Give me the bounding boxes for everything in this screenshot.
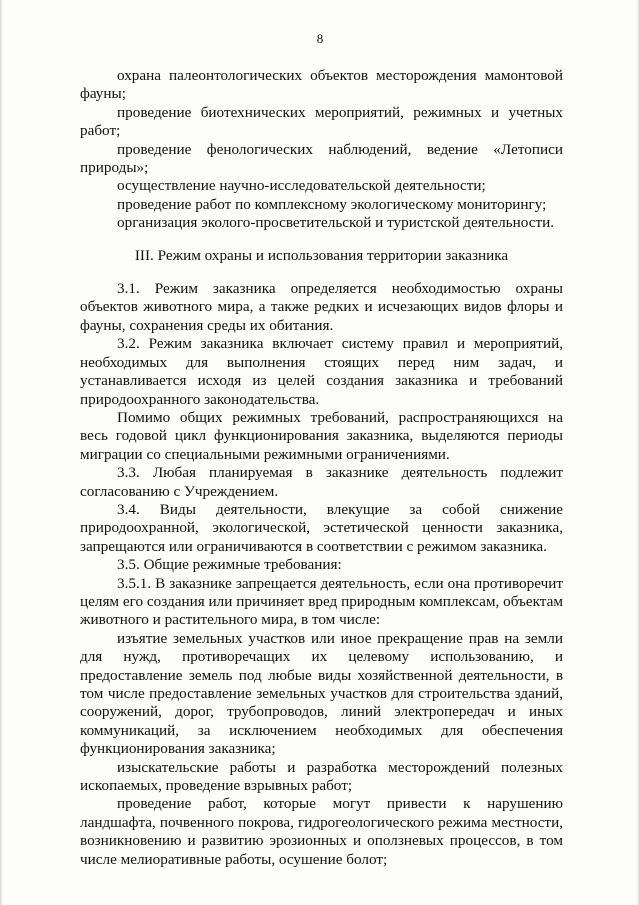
paragraph: изъятие земельных участков или иное прекращение прав на земли для нужд, противоречащих их целевому использованию, и предоставление земель под любые виды хозяйственной деятельности, в том числе предоставление земельных участков для строительства зданий, сооружений, дорог, трубопроводов, линий электропередач и иных коммуникаций, за исключением необходимых для обеспечения функционирования заказника;	[80, 629, 563, 758]
document-body	[80, 67, 563, 869]
paragraph: проведение биотехнических мероприятий, режимных и учетных работ;	[80, 103, 563, 140]
paragraph: 3.5.1. В заказнике запрещается деятельность, если она противоречит целям его создания или причиняет вред природным комплексам, объектам животного и растительного мира, в том числе:	[80, 574, 563, 629]
paragraph: 3.5. Общие режимные требования:	[117, 556, 342, 574]
paragraph: 3.3. Любая планируемая в заказнике деятельность подлежит согласованию с Учреждением.	[80, 464, 563, 500]
paragraph: проведение фенологических наблюдений, ведение «Летописи природы»;	[80, 140, 563, 177]
paragraph: Помимо общих режимных требований, распространяющихся на весь годовой цикл функционирования заказника, выделяются периоды миграции со специальными режимными ограничениями.	[80, 408, 563, 463]
paragraph: охрана палеонтологических объектов месторождения мамонтовой фауны;	[80, 67, 563, 103]
page-number: 8	[316, 31, 324, 46]
scan-edge-left	[0, 0, 3, 905]
paragraph: изыскательские работы и разработка месторождений полезных ископаемых, проведение взрывных работ;	[80, 758, 563, 795]
paragraph: проведение работ по комплексному экологическому мониторингу;	[117, 195, 547, 213]
paragraph: организация эколого-просветительской и туристской деятельности.	[117, 214, 555, 232]
paragraph: осуществление научно-исследовательской деятельности;	[117, 177, 486, 195]
paragraph: 3.4. Виды деятельности, влекущие за собой снижение природоохранной, экологической, эстетической ценности заказника, запрещаются или ограничиваются в соответствии с режимом заказника.	[80, 500, 563, 555]
section-heading: III. Режим охраны и использования территории заказника	[134, 246, 509, 264]
paragraph: 3.1. Режим заказника определяется необходимостью охраны объектов животного мира, а также редких и исчезающих видов флоры и фауны, сохранения среды их обитания.	[80, 280, 563, 334]
paragraph: 3.2. Режим заказника включает систему правил и мероприятий, необходимых для выполнения стоящих перед ним задач, и устанавливается исходя из целей создания заказника и требований природоохранного законодательства.	[80, 335, 563, 408]
paragraph: проведение работ, которые могут привести к нарушению ландшафта, почвенного покрова, гидрогеологического режима местности, возникновению и развитию эрозионных и оползневых процессов, в том числе мелиоративные работы, осушение болот;	[80, 795, 563, 868]
